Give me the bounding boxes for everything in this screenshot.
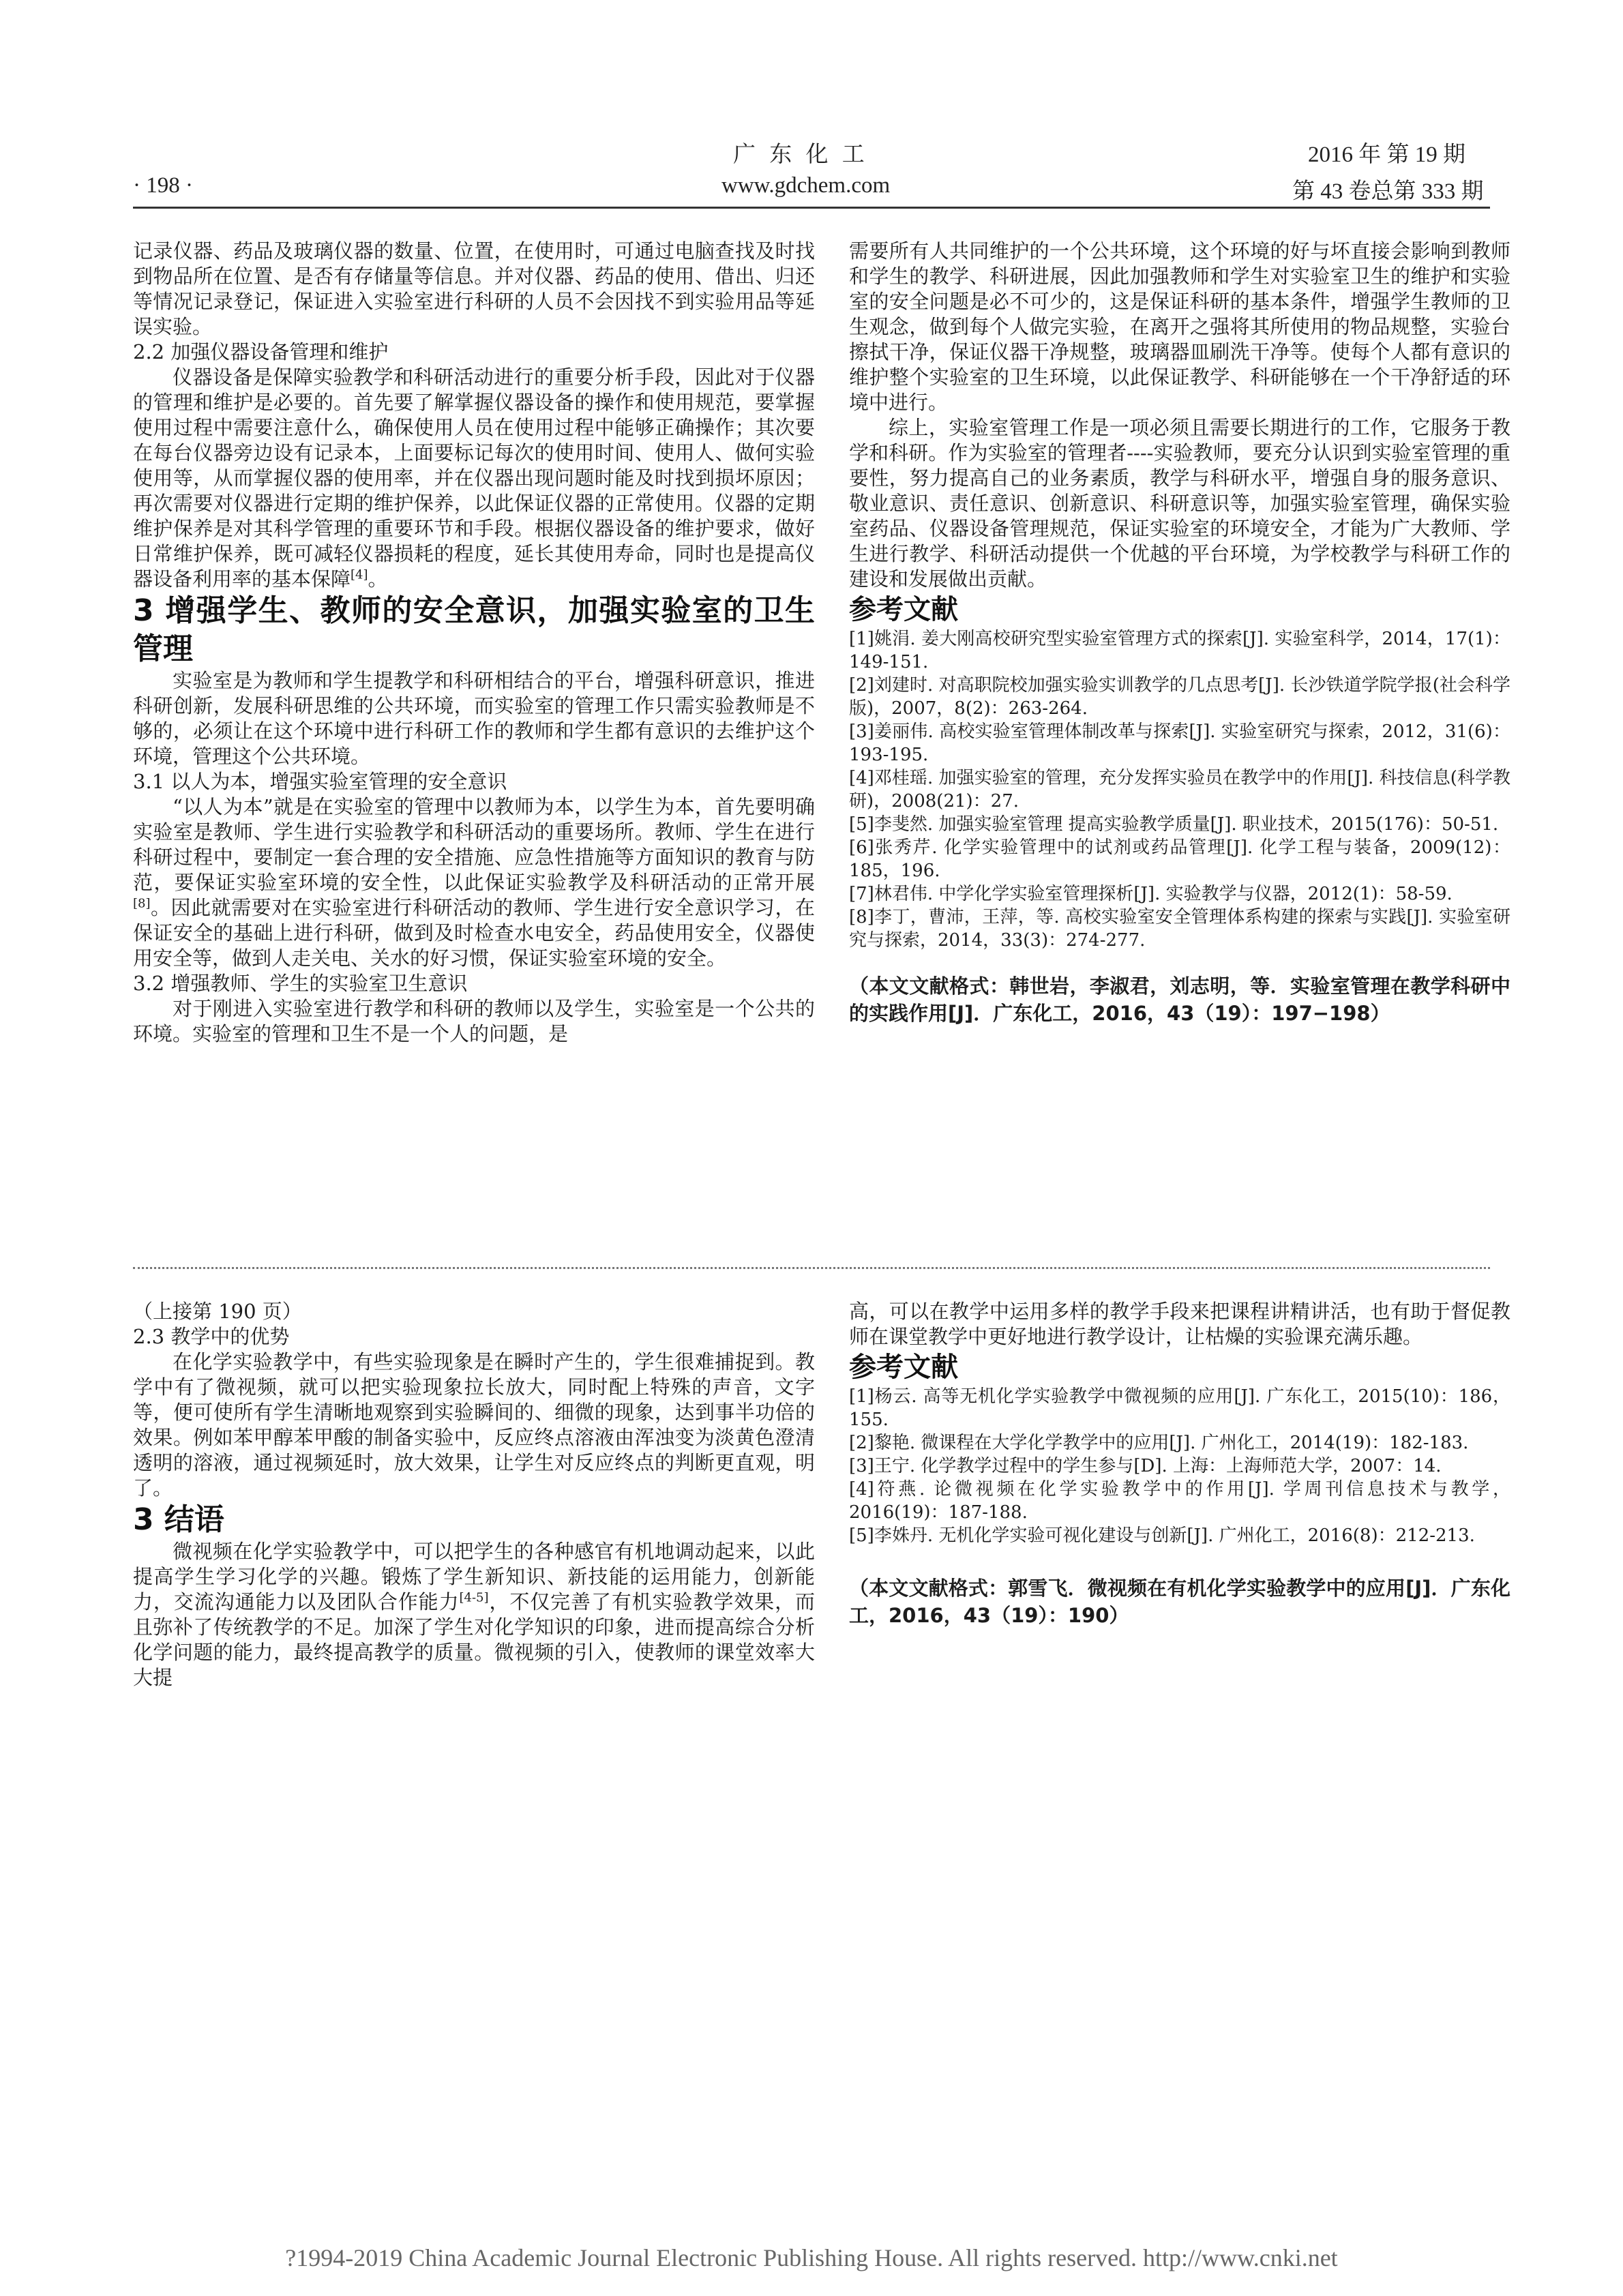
paragraph-text: 微视频在化学实验教学中，可以把学生的各种感官有机地调动起来，以此提高学生学习化学的兴趣。锻炼了学生新知识、新技能的运用能力，创新能力，交流沟通能力以及团队合作能力	[133, 1540, 815, 1613]
journal-website: www.gdchem.com	[721, 173, 891, 198]
references-heading: 参考文献	[849, 1352, 958, 1383]
reference-item: [1]姚涓. 姜大刚高校研究型实验室管理方式的探索[J]. 实验室科学，2014，17(1)：149-151.	[849, 629, 1510, 672]
reference-item: [2]刘建时. 对高职院校加强实验实训教学的几点思考[J]. 长沙铁道学院学报(社会科学版)，2007，8(2)：263-264.	[849, 675, 1510, 719]
citation-marker: [8]	[133, 896, 151, 911]
journal-name: 广 东 化 工	[733, 143, 869, 167]
reference-item: [8]李丁，曹沛，王萍，等. 高校实验室安全管理体系构建的探索与实践[J]. 实验室研究与探索，2014，33(3)：274-277.	[849, 907, 1510, 951]
reference-item: [1]杨云. 高等无机化学实验教学中微视频的应用[J]. 广东化工，2015(10)：186，155.	[849, 1386, 1510, 1430]
section-heading-3: 3 增强学生、教师的安全意识，加强实验室的卫生管理	[133, 593, 815, 666]
article2-left-column	[133, 1299, 815, 1690]
paragraph: 实验室是为教师和学生提教学和科研相结合的平台，增强科研意识，推进科研创新，发展科研思维的公共环境，而实验室的管理工作只需实验教师是不够的，必须让在这个环境中进行科研工作的教师和学生都有意识的去维护这个环境，管理这个公共环境。	[133, 669, 815, 768]
paragraph: 对于刚进入实验室进行教学和科研的教师以及学生，实验室是一个公共的环境。实验室的管理和卫生不是一个人的问题，是	[133, 997, 815, 1045]
section-heading-3-2: 3.2 增强教师、学生的实验室卫生意识	[133, 972, 468, 995]
reference-item: [4]邓桂瑶. 加强实验室的管理，充分发挥实验员在教学中的作用[J]. 科技信息(科学教研)，2008(21)：27.	[849, 768, 1510, 811]
paragraph	[133, 794, 815, 971]
page-number: · 198 ·	[133, 173, 193, 198]
paragraph-text: “以人为本”就是在实验室的管理中以教师为本，以学生为本，首先要明确实验室是教师、学生进行实验教学和科研活动的重要场所。教师、学生在进行科研过程中，要制定一套合理的安全措施、应急性措施等方面知识的教育与防范，要保证实验室环境的安全性，以此保证实验教学及科研活动的正常开展	[133, 795, 815, 894]
paragraph	[133, 1539, 815, 1690]
paragraph-end: ，不仅完善了有机实验教学效果，而且弥补了传统教学的不足。加深了学生对化学知识的印象，进而提高综合分析化学问题的能力，最终提高教学的质量。微视频的引入，使教师的课堂效率大大提	[133, 1590, 815, 1689]
citation-format: （本文文献格式：韩世岩，李淑君，刘志明，等．实验室管理在教学科研中的实践作用[J]．广东化工，2016，43（19）：197−198）	[849, 974, 1510, 1025]
continued-note: （上接第 190 页）	[133, 1300, 302, 1323]
reference-item: [5]李姝丹. 无机化学实验可视化建设与创新[J]. 广州化工，2016(8)：212-213.	[849, 1525, 1475, 1546]
paragraph-end: 。	[368, 567, 388, 591]
section-heading-3-1: 3.1 以人为本，增强实验室管理的安全意识	[133, 770, 507, 793]
paragraph-end: 。因此就需要对在实验室进行科研活动的教师、学生进行安全意识学习，在保证安全的基础上进行科研，做到及时检查水电安全，药品使用安全，仪器使用安全等，做到人走关电、关水的好习惯，保证实验室环境的安全。	[133, 896, 815, 970]
citation-marker: [4-5]	[459, 1590, 489, 1605]
article1-right-column	[849, 239, 1510, 1027]
citation-marker: [4]	[351, 567, 368, 582]
section-heading-2-2: 2.2 加强仪器设备管理和维护	[133, 340, 389, 363]
paragraph: 记录仪器、药品及玻璃仪器的数量、位置，在使用时，可通过电脑查找及时找到物品所在位置、是否有存储量等信息。并对仪器、药品的使用、借出、归还等情况记录登记，保证进入实验室进行科研的人员不会因找不到实验用品等延误实验。	[133, 239, 815, 338]
reference-item: [7]林君伟. 中学化学实验室管理探析[J]. 实验教学与仪器，2012(1)：58-59.	[849, 884, 1453, 904]
article2-right-column	[849, 1299, 1510, 1629]
article1-left-column	[133, 239, 815, 1047]
paragraph: 在化学实验教学中，有些实验现象是在瞬时产生的，学生很难捕捉到。教学中有了微视频，就可以把实验现象拉长放大，同时配上特殊的声音，文字等，便可使所有学生清晰地观察到实验瞬间的、细微的现象，达到事半功倍的效果。例如苯甲醇苯甲酸的制备实验中，反应终点溶液由浑浊变为淡黄色澄清透明的溶液，通过视频延时，放大效果，让学生对反应终点的判断更直观，明了。	[133, 1350, 815, 1500]
reference-item: [5]李斐然. 加强实验室管理 提高实验教学质量[J]. 职业技术，2015(176)：50-51.	[849, 814, 1499, 835]
header-rule	[133, 207, 1490, 209]
reference-item: [3]姜丽伟. 高校实验室管理体制改革与探索[J]. 实验室研究与探索，2012，31(6)：193-195.	[849, 721, 1510, 765]
references-heading: 参考文献	[849, 594, 958, 625]
paragraph	[133, 365, 815, 592]
article-separator	[133, 1267, 1490, 1269]
volume-label: 第 43 卷总第 333 期	[1292, 179, 1484, 204]
section-heading-2-3: 2.3 教学中的优势	[133, 1325, 290, 1348]
reference-item: [2]黎艳. 微课程在大学化学教学中的应用[J]. 广州化工，2014(19)：182-183.	[849, 1433, 1469, 1453]
reference-item: [4]符燕. 论微视频在化学实验教学中的作用[J]. 学周刊信息技术与教学，2016(19)：187-188.	[849, 1479, 1510, 1523]
paragraph: 需要所有人共同维护的一个公共环境，这个环境的好与坏直接会影响到教师和学生的教学、科研进展，因此加强教师和学生对实验室卫生的维护和实验室的安全问题是必不可少的，这是保证科研的基本条件，增强学生教师的卫生观念，做到每个人做完实验，在离开之强将其所使用的物品规整，实验台擦拭干净，保证仪器干净规整，玻璃器皿刷洗干净等。使每个人都有意识的维护整个实验室的卫生环境，以此保证教学、科研能够在一个干净舒适的环境中进行。	[849, 239, 1510, 414]
reference-item: [6]张秀芹. 化学实验管理中的试剂或药品管理[J]. 化学工程与装备，2009(12)：185，196.	[849, 837, 1510, 881]
section-heading-conclusion: 3 结语	[133, 1502, 224, 1537]
paragraph-text: 仪器设备是保障实验教学和科研活动进行的重要分析手段，因此对于仪器的管理和维护是必要的。首先要了解掌握仪器设备的操作和使用规范，要掌握使用过程中需要注意什么，确保使用人员在使用过程中能够正确操作；其次要在每台仪器旁边设有记录本，上面要标记每次的使用时间、使用人、做何实验使用等，从而掌握仪器的使用率，并在仪器出现问题时能及时找到损坏原因；再次需要对仪器进行定期的维护保养，以此保证仪器的正常使用。仪器的定期维护保养是对其科学管理的重要环节和手段。根据仪器设备的维护要求，做好日常维护保养，既可减轻仪器损耗的程度，延长其使用寿命，同时也是提高仪器设备利用率的基本保障	[133, 366, 815, 591]
citation-format: （本文文献格式：郭雪飞．微视频在有机化学实验教学中的应用[J]．广东化工，2016，43（19）：190）	[849, 1577, 1510, 1627]
reference-item: [3]王宁. 化学教学过程中的学生参与[D]. 上海：上海师范大学，2007：14.	[849, 1456, 1442, 1476]
paragraph: 高，可以在教学中运用多样的教学手段来把课程讲精讲活，也有助于督促教师在课堂教学中更好地进行教学设计，让枯燥的实验课充满乐趣。	[849, 1300, 1510, 1348]
copyright-footer: ?1994-2019 China Academic Journal Electronic Publishing House. All rights reserved. http://www.cnki.net	[285, 2244, 1338, 2271]
issue-label: 2016 年 第 19 期	[1308, 143, 1465, 167]
paragraph: 综上，实验室管理工作是一项必须且需要长期进行的工作，它服务于教学和科研。作为实验室的管理者----实验教师，要充分认识到实验室管理的重要性，努力提高自己的业务素质，教学与科研水平，增强自身的服务意识、敬业意识、责任意识、创新意识、科研意识等，加强实验室管理，确保实验室药品、仪器设备管理规范，保证实验室的环境安全，才能为广大教师、学生进行教学、科研活动提供一个优越的平台环境，为学校教学与科研工作的建设和发展做出贡献。	[849, 416, 1510, 591]
